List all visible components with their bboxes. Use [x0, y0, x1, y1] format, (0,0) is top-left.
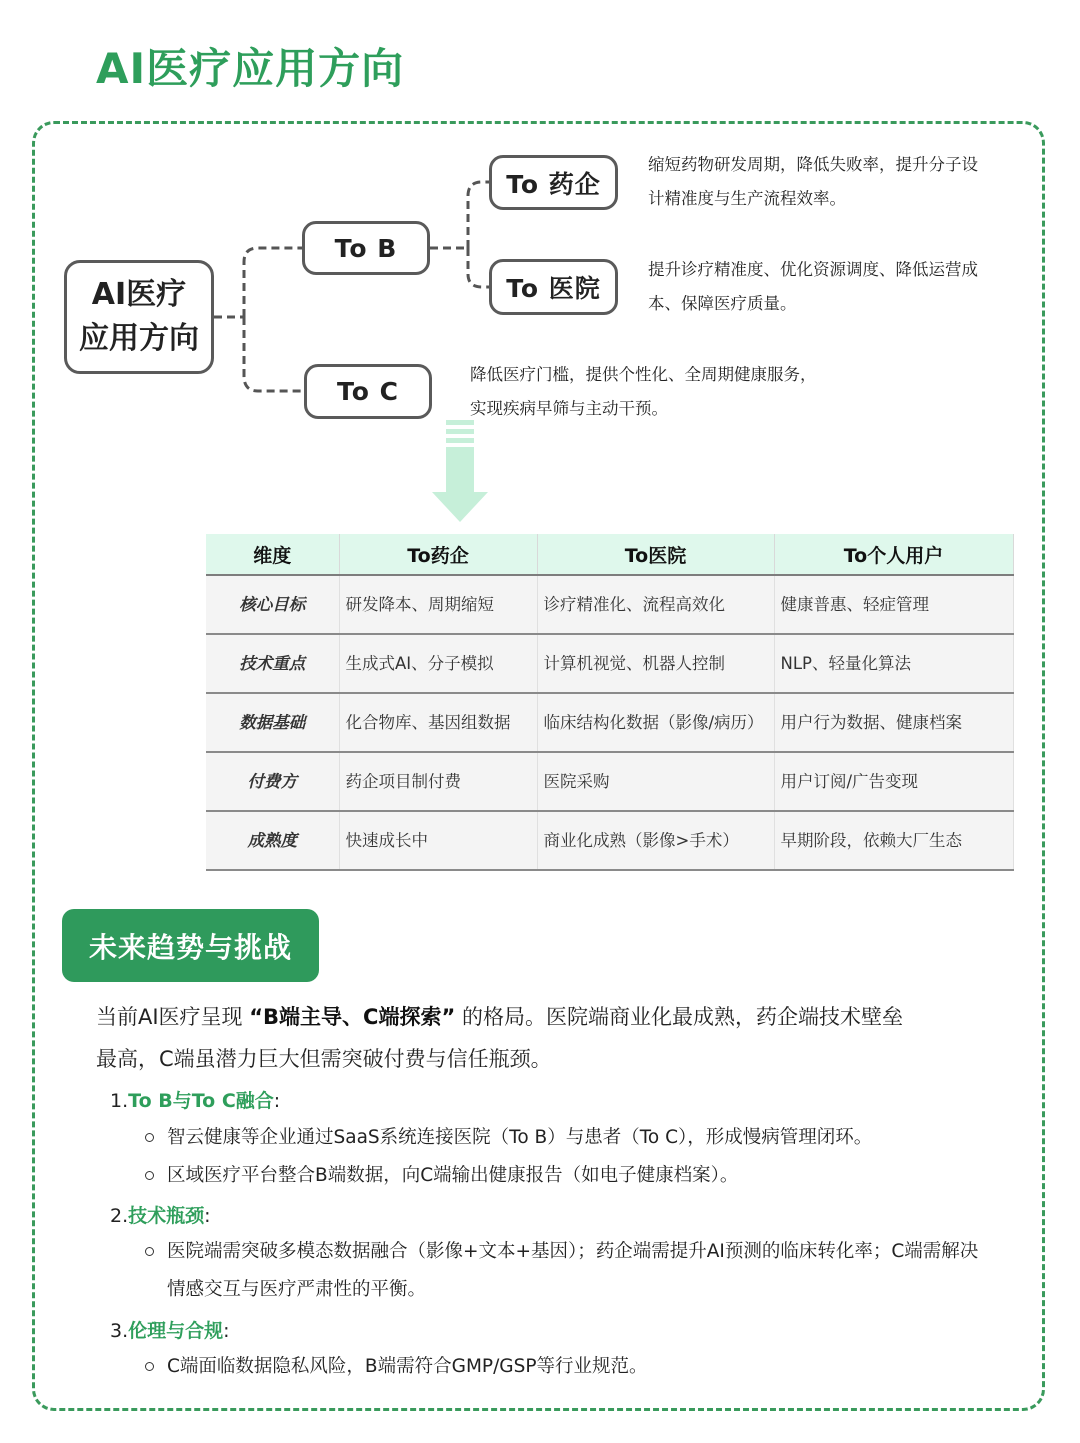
table-cell: 研发降本、周期缩短	[339, 575, 537, 634]
item-title: 伦理与合规	[128, 1320, 224, 1342]
down-arrow-icon	[432, 420, 488, 524]
item-colon: :	[273, 1090, 281, 1112]
intro-text-c: 最高，C端虽潜力巨大但需突破付费与信任瓶颈。	[96, 1047, 552, 1071]
item-number: 2.	[110, 1205, 129, 1227]
table-cell: 医院采购	[537, 752, 774, 811]
table-cell: 商业化成熟（影像>手术）	[537, 811, 774, 870]
connector-to-pharma	[468, 182, 489, 248]
table-cell: 药企项目制付费	[339, 752, 537, 811]
table-cell: 快速成长中	[339, 811, 537, 870]
connector-to-c	[244, 317, 304, 391]
table-cell: 临床结构化数据（影像/病历）	[537, 693, 774, 752]
table-row	[206, 752, 1013, 811]
bullet-circle-icon	[145, 1362, 154, 1371]
pharma-desc-line1: 缩短药物研发周期，降低失败率，提升分子设	[648, 155, 978, 174]
table-row	[206, 575, 1013, 634]
page-title: AI医疗应用方向	[96, 44, 405, 93]
node-to-c: To C	[304, 364, 432, 419]
pharma-desc-line2: 计精准度与生产流程效率。	[648, 189, 846, 208]
connector-to-hospital	[468, 248, 489, 287]
row-dimension: 付费方	[206, 752, 339, 811]
list-item	[145, 1157, 995, 1195]
row-dimension: 技术重点	[206, 634, 339, 693]
item-title: To B与To C融合	[128, 1090, 274, 1112]
comparison-table	[206, 534, 1014, 871]
list-item	[145, 1119, 995, 1157]
item-title: 技术瓶颈	[128, 1205, 205, 1227]
list-item	[145, 1233, 985, 1309]
intro-highlight: “B端主导、C端探索”	[249, 1005, 456, 1029]
table-cell: 计算机视觉、机器人控制	[537, 634, 774, 693]
item-number: 1.	[110, 1090, 129, 1112]
hospital-desc-line1: 提升诊疗精准度、优化资源调度、降低运营成	[648, 260, 978, 279]
header-pharma: To药企	[339, 534, 537, 575]
root-label-line1: AI医疗	[91, 277, 187, 312]
table-cell: 生成式AI、分子模拟	[339, 634, 537, 693]
trend-item-2	[110, 1201, 211, 1228]
connector-to-b	[244, 248, 302, 317]
table-row	[206, 811, 1013, 870]
header-individual: To个人用户	[774, 534, 1013, 575]
table-cell: 诊疗精准化、流程高效化	[537, 575, 774, 634]
header-hospital: To医院	[537, 534, 774, 575]
row-dimension: 成熟度	[206, 811, 339, 870]
bullet-text: 智云健康等企业通过SaaS系统连接医院（To B）与患者（To C），形成慢病管理闭环。	[167, 1127, 873, 1148]
table-cell: 健康普惠、轻症管理	[774, 575, 1013, 634]
item-colon: :	[223, 1320, 230, 1342]
row-dimension: 数据基础	[206, 693, 339, 752]
table-cell: 用户订阅/广告变现	[774, 752, 1013, 811]
table-row	[206, 693, 1013, 752]
table-row	[206, 634, 1013, 693]
table-header-row	[206, 534, 1013, 575]
row-dimension: 核心目标	[206, 575, 339, 634]
intro-text-b: 的格局。医院端商业化最成熟，药企端技术壁垒	[461, 1005, 903, 1029]
to-c-description	[470, 358, 890, 426]
section-badge-trends: 未来趋势与挑战	[62, 909, 319, 982]
list-item	[145, 1348, 995, 1386]
c-desc-line1: 降低医疗门槛，提供个性化、全周期健康服务，	[470, 365, 817, 384]
c-desc-line2: 实现疾病早筛与主动干预。	[470, 399, 668, 418]
table-cell: 用户行为数据、健康档案	[774, 693, 1013, 752]
bullet-text: 区域医疗平台整合B端数据，向C端输出健康报告（如电子健康档案）。	[167, 1165, 739, 1186]
table-cell: NLP、轻量化算法	[774, 634, 1013, 693]
item-number: 3.	[110, 1320, 129, 1342]
root-label-line2: 应用方向	[79, 321, 199, 356]
bullet-circle-icon	[145, 1247, 154, 1256]
hospital-description	[648, 253, 1028, 321]
bullet-circle-icon	[145, 1171, 154, 1180]
mindmap-root-node	[64, 260, 214, 374]
bullet-text: C端面临数据隐私风险，B端需符合GMP/GSP等行业规范。	[167, 1356, 648, 1377]
intro-text-a: 当前AI医疗呈现	[96, 1005, 243, 1029]
item-colon: :	[204, 1205, 211, 1227]
trend-item-1	[110, 1086, 280, 1113]
node-to-pharma: To 药企	[489, 155, 618, 210]
table-cell: 化合物库、基因组数据	[339, 693, 537, 752]
bullet-circle-icon	[145, 1133, 154, 1142]
trends-intro	[96, 996, 996, 1080]
node-to-b: To B	[302, 221, 430, 275]
trend-item-3	[110, 1316, 230, 1343]
node-to-hospital: To 医院	[489, 259, 618, 315]
pharma-description	[648, 148, 1028, 216]
hospital-desc-line2: 本、保障医疗质量。	[648, 294, 797, 313]
header-dimension: 维度	[206, 534, 339, 575]
table-cell: 早期阶段，依赖大厂生态	[774, 811, 1013, 870]
bullet-text: 医院端需突破多模态数据融合（影像+文本+基因）；药企端需提升AI预测的临床转化率；C端需解决情感交互与医疗严肃性的平衡。	[167, 1241, 979, 1300]
